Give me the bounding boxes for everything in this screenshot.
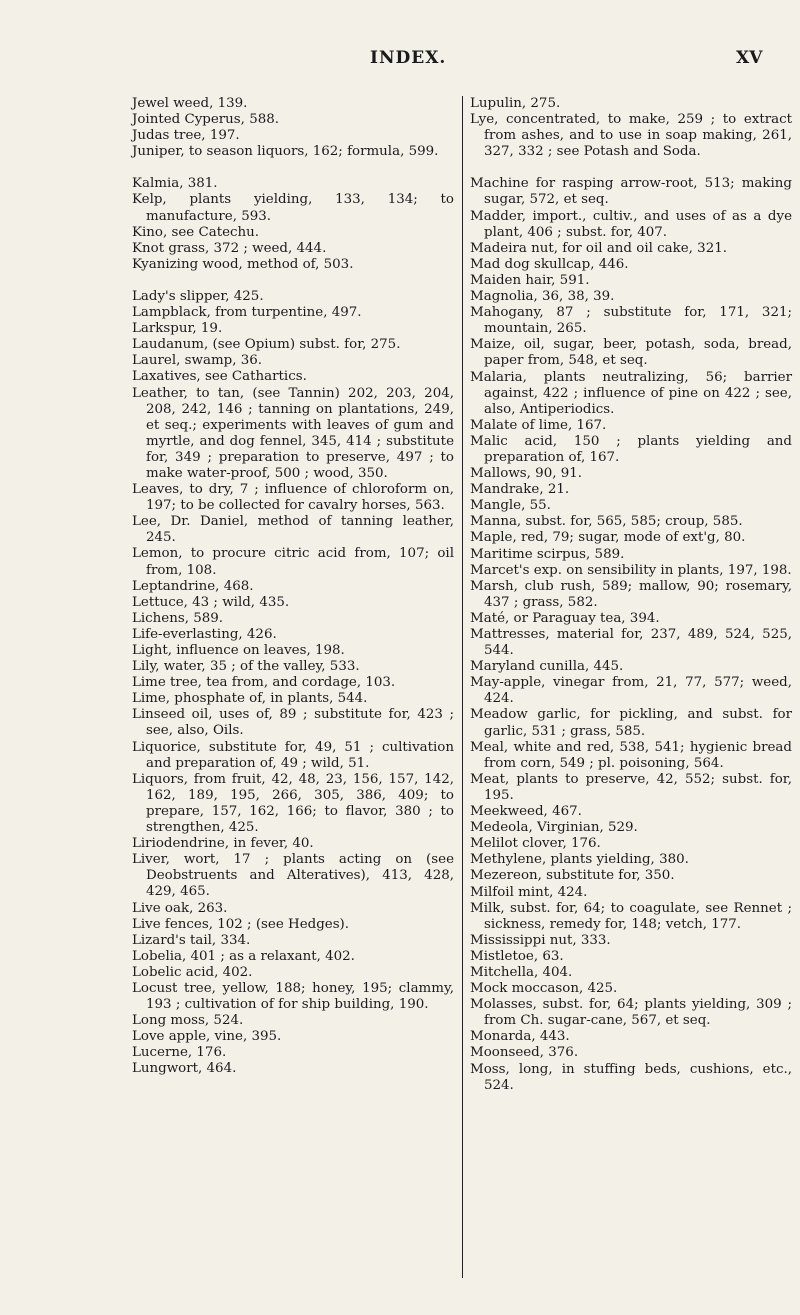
index-entry: Mahogany, 87 ; substitute for, 171, 321; mountain, 265. xyxy=(470,305,792,337)
index-entry: Lizard's tail, 334. xyxy=(132,932,251,948)
index-entry: Milk, subst. for, 64; to coagulate, see Rennet ; sickness, remedy for, 148; vetch, 177. xyxy=(470,900,792,932)
index-entry: Malate of lime, 167. xyxy=(470,417,607,433)
index-entry: Maiden hair, 591. xyxy=(470,272,590,288)
index-entry: Maritime scirpus, 589. xyxy=(470,546,625,562)
index-entry: Milfoil mint, 424. xyxy=(470,884,588,900)
index-entry: Lemon, to procure citric acid from, 107; oil from, 108. xyxy=(132,546,454,578)
index-entry: Love apple, vine, 395. xyxy=(132,1029,282,1045)
index-entry: Kelp, plants yielding, 133, 134; to manufacture, 593. xyxy=(132,192,454,224)
index-entry: Locust tree, yellow, 188; honey, 195; clammy, 193 ; cultivation of for ship building, 190. xyxy=(132,980,454,1013)
index-entry: Mock moccason, 425. xyxy=(470,981,618,997)
index-entry: Lime, phosphate of, in plants, 544. xyxy=(132,691,368,707)
index-entry: Mississippi nut, 333. xyxy=(470,932,611,948)
index-entry: Leather, to tan, (see Tannin) 202, 203, 204, 208, 242, 146 ; tanning on plantations, 249, et seq.; experiments with leaves of gum and myrtle, and dog fennel, 345, 414 ; substitute for, 349 ; preparation to preserve, 497 ; to make water-proof, 500 ; wood, 350. xyxy=(132,385,454,481)
index-column-right xyxy=(470,96,792,1094)
index-entry: Liquors, from fruit, 42, 48, 23, 156, 157, 142, 162, 189, 195, 266, 305, 386, 409; to prepare, 157, 162, 166; to flavor, 380 ; to strengthen, 425. xyxy=(132,771,454,836)
index-entry: Jewel weed, 139. xyxy=(132,96,248,111)
index-entry: Maryland cunilla, 445. xyxy=(470,659,624,675)
index-entry: Maté, or Paraguay tea, 394. xyxy=(470,610,660,626)
index-entry: Melilot clover, 176. xyxy=(470,836,601,852)
index-entry: Methylene, plants yielding, 380. xyxy=(470,852,689,868)
index-entry: Meekweed, 467. xyxy=(470,804,582,820)
index-entry: Lye, concentrated, to make, 259 ; to extract from ashes, and to use in soap making, 261, 327, 332 ; see Potash and Soda. xyxy=(470,112,792,160)
page-title: INDEX. xyxy=(370,48,447,68)
index-entry: Larkspur, 19. xyxy=(132,321,223,337)
index-entry: Moonseed, 376. xyxy=(470,1045,579,1061)
index-entry: Lampblack, from turpentine, 497. xyxy=(132,305,362,321)
index-entry: Mattresses, material for, 237, 489, 524, 525, 544. xyxy=(470,627,792,659)
index-entry: Maize, oil, sugar, beer, potash, soda, bread, paper from, 548, et seq. xyxy=(470,337,792,369)
page-header xyxy=(0,48,800,74)
index-entry: Laurel, swamp, 36. xyxy=(132,353,263,369)
index-entry: Meadow garlic, for pickling, and subst. for garlic, 531 ; grass, 585. xyxy=(470,707,792,739)
index-entry: Mallows, 90, 91. xyxy=(470,466,583,482)
index-entry: Mad dog skullcap, 446. xyxy=(470,256,629,272)
index-entry: Liriodendrine, in fever, 40. xyxy=(132,836,314,852)
index-entry: Kino, see Catechu. xyxy=(132,224,260,240)
index-entry: Marsh, club rush, 589; mallow, 90; rosemary, 437 ; grass, 582. xyxy=(470,578,792,610)
index-entry: Monarda, 443. xyxy=(470,1029,570,1045)
index-entry: Madder, import., cultiv., and uses of as a dye plant, 406 ; subst. for, 407. xyxy=(470,208,792,240)
index-entry: Meat, plants to preserve, 42, 552; subst. for, 195. xyxy=(470,771,792,803)
column-divider xyxy=(462,96,463,1278)
index-entry: Juniper, to season liquors, 162; formula, 599. xyxy=(132,144,439,160)
index-entry: Lobelic acid, 402. xyxy=(132,964,253,980)
index-entry: Leptandrine, 468. xyxy=(132,578,254,594)
index-entry: Kalmia, 381. xyxy=(132,176,218,192)
index-entry: Lungwort, 464. xyxy=(132,1061,237,1077)
index-entry: Mitchella, 404. xyxy=(470,964,573,980)
index-entry: Medeola, Virginian, 529. xyxy=(470,820,638,836)
index-entry: Moss, long, in stuffing beds, cushions, etc., 524. xyxy=(470,1061,792,1093)
index-entry: Long moss, 524. xyxy=(132,1013,244,1029)
index-entry: Malic acid, 150 ; plants yielding and preparation of, 167. xyxy=(470,433,792,465)
index-entry: Liquorice, substitute for, 49, 51 ; cultivation and preparation of, 49 ; wild, 51. xyxy=(132,739,454,771)
index-entry: Liver, wort, 17 ; plants acting on (see Deobstruents and Alteratives), 413, 428, 429, 465. xyxy=(132,852,454,900)
index-entry: Malaria, plants neutralizing, 56; barrier against, 422 ; influence of pine on 422 ; see, also, Antiperiodics. xyxy=(470,369,792,417)
index-entry: Laudanum, (see Opium) subst. for, 275. xyxy=(132,337,401,353)
index-column-left xyxy=(132,96,454,1078)
index-entry: Machine for rasping arrow-root, 513; making sugar, 572, et seq. xyxy=(470,176,792,208)
index-entry: Lupulin, 275. xyxy=(470,96,561,111)
index-entry: Meal, white and red, 538, 541; hygienic bread from corn, 549 ; pl. poisoning, 564. xyxy=(470,739,792,771)
index-entry: Lettuce, 43 ; wild, 435. xyxy=(132,594,290,610)
index-entry: Life-everlasting, 426. xyxy=(132,626,277,642)
index-entry: Maple, red, 79; sugar, mode of ext'g, 80. xyxy=(470,530,746,546)
index-entry: Mangle, 55. xyxy=(470,498,551,514)
index-entry: Mezereon, substitute for, 350. xyxy=(470,868,675,884)
index-entry: Lichens, 589. xyxy=(132,610,224,626)
index-entry: Lime tree, tea from, and cordage, 103. xyxy=(132,675,396,691)
index-entry: Lee, Dr. Daniel, method of tanning leather, 245. xyxy=(132,514,454,546)
index-entry: Live fences, 102 ; (see Hedges). xyxy=(132,916,350,932)
index-entry: Jointed Cyperus, 588. xyxy=(132,112,280,128)
index-entry: Marcet's exp. on sensibility in plants, 197, 198. xyxy=(470,562,792,578)
index-entry: Magnolia, 36, 38, 39. xyxy=(470,289,615,305)
page-number: XV xyxy=(736,48,763,68)
index-entry: Lobelia, 401 ; as a relaxant, 402. xyxy=(132,948,355,964)
index-entry: Kyanizing wood, method of, 503. xyxy=(132,256,354,272)
index-entry: Manna, subst. for, 565, 585; croup, 585. xyxy=(470,514,743,530)
index-entry: Laxatives, see Cathartics. xyxy=(132,369,307,385)
index-entry: Molasses, subst. for, 64; plants yielding, 309 ; from Ch. sugar-cane, 567, et seq. xyxy=(470,997,792,1029)
index-entry: Judas tree, 197. xyxy=(132,128,240,144)
index-entry: May-apple, vinegar from, 21, 77, 577; weed, 424. xyxy=(470,675,792,707)
index-entry: Live oak, 263. xyxy=(132,900,228,916)
index-entry: Knot grass, 372 ; weed, 444. xyxy=(132,240,327,256)
index-entry: Mandrake, 21. xyxy=(470,482,570,498)
index-entry: Lily, water, 35 ; of the valley, 533. xyxy=(132,659,360,675)
index-entry: Leaves, to dry, 7 ; influence of chloroform on, 197; to be collected for cavalry horses, 563. xyxy=(132,482,454,514)
index-entry: Lucerne, 176. xyxy=(132,1045,227,1061)
index-entry: Madeira nut, for oil and oil cake, 321. xyxy=(470,240,727,256)
index-entry: Lady's slipper, 425. xyxy=(132,288,264,304)
index-entry: Mistletoe, 63. xyxy=(470,948,564,964)
index-entry: Linseed oil, uses of, 89 ; substitute for, 423 ; see, also, Oils. xyxy=(132,707,454,739)
index-entry: Light, influence on leaves, 198. xyxy=(132,643,345,658)
